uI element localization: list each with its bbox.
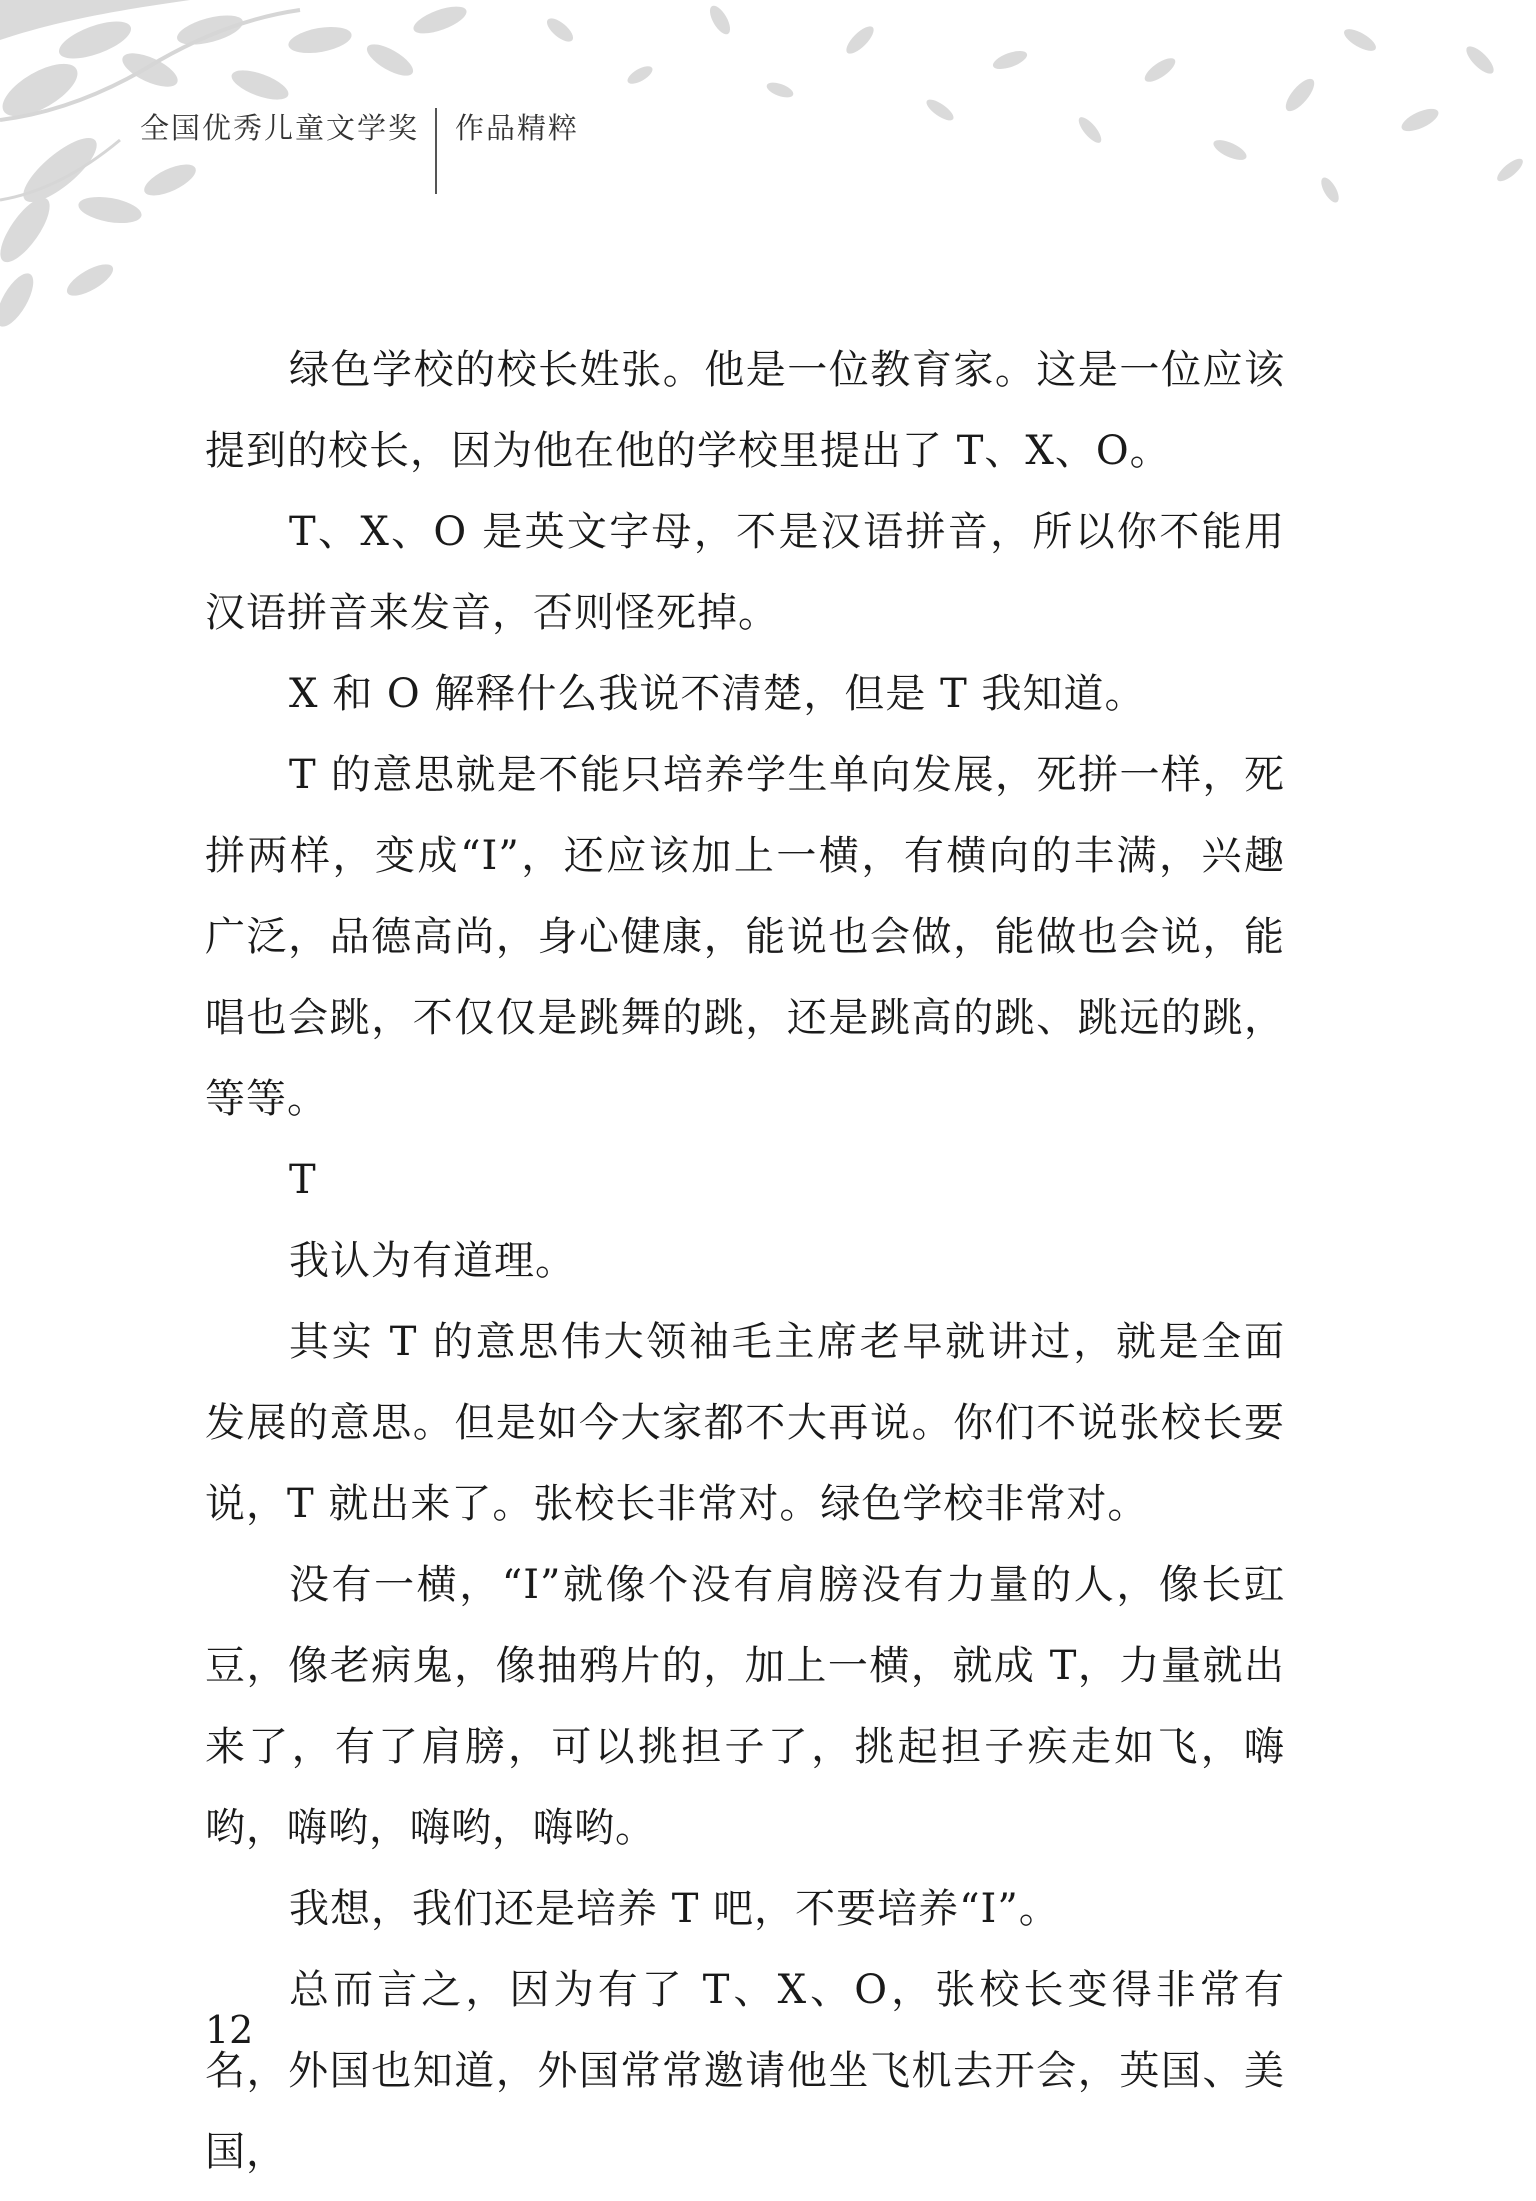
- paragraph: 我认为有道理。: [289, 1238, 576, 1284]
- paragraph: 其实 T 的意思伟大领袖毛主席老早就讲过，就是全面发展的意思。但是如今大家都不大再说。你们不说张校长要说，T 就出来了。张校长非常对。绿色学校非常对。: [205, 1319, 1285, 1527]
- paragraph: 我想，我们还是培养 T 吧，不要培养“I”。: [289, 1886, 1060, 1932]
- section-title: 作品精粹: [455, 111, 580, 145]
- page-number: 12: [205, 2008, 254, 2052]
- series-title: 全国优秀儿童文学奖: [140, 111, 420, 145]
- running-header: [140, 108, 579, 198]
- body-text: [205, 330, 1285, 2193]
- paragraph: X 和 O 解释什么我说不清楚，但是 T 我知道。: [289, 671, 1146, 717]
- paragraph: T 的意思就是不能只培养学生单向发展，死拼一样，死拼两样，变成“I”，还应该加上一横，有横向的丰满，兴趣广泛，品德高尚，身心健康，能说也会做，能做也会说，能唱也会跳，不仅仅是跳舞的跳，还是跳高的跳、跳远的跳，等等。: [205, 752, 1285, 1122]
- paragraph: T、X、O 是英文字母，不是汉语拼音，所以你不能用汉语拼音来发音，否则怪死掉。: [205, 509, 1285, 636]
- paragraph: 没有一横，“I”就像个没有肩膀没有力量的人，像长豇豆，像老病鬼，像抽鸦片的，加上一横，就成 T，力量就出来了，有了肩膀，可以挑担子了，挑起担子疾走如飞，嗨哟，嗨哟，嗨哟，嗨哟。: [205, 1562, 1285, 1851]
- paragraph: 绿色学校的校长姓张。他是一位教育家。这是一位应该提到的校长，因为他在他的学校里提出了 T、X、O。: [205, 347, 1285, 474]
- paragraph: 总而言之，因为有了 T、X、O，张校长变得非常有名，外国也知道，外国常常邀请他坐飞机去开会，英国、美国，: [205, 1967, 1285, 2175]
- paragraph: T: [289, 1157, 317, 1203]
